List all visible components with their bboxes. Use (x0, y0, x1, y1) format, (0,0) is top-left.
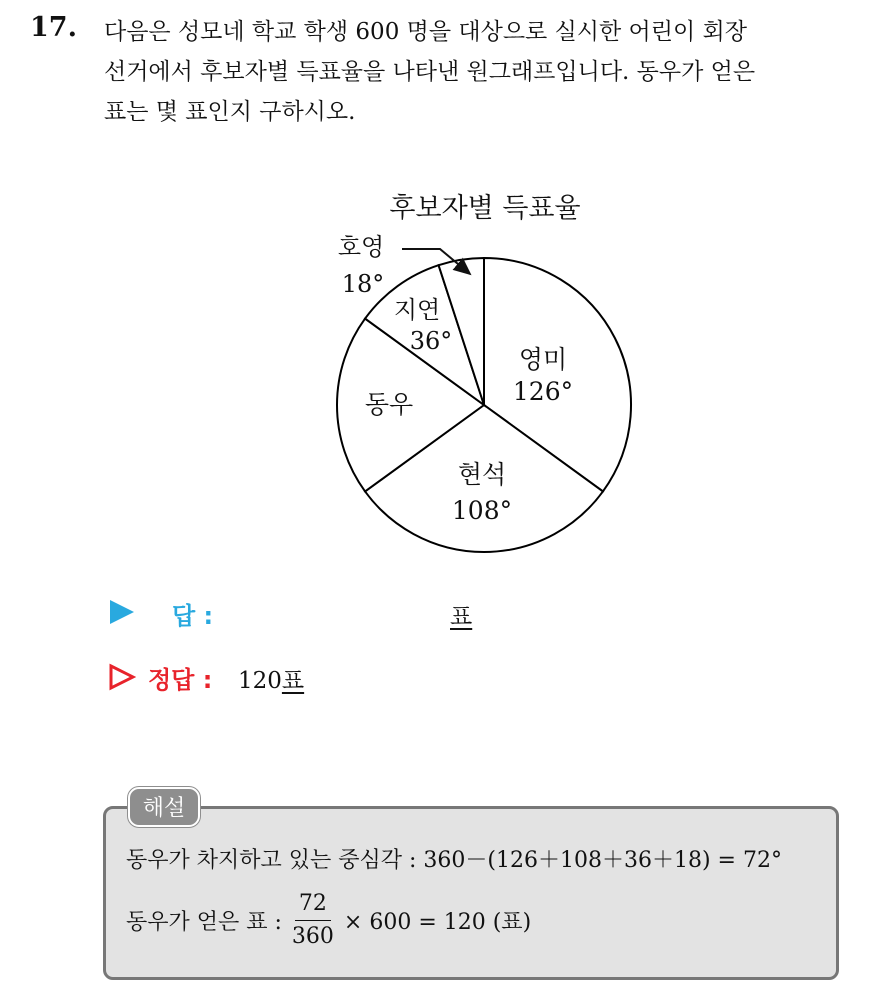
fraction-numerator: 72 (295, 890, 331, 921)
question-line-2: 선거에서 후보자별 득표율을 나타낸 원그래프입니다. 동우가 얻은 (104, 59, 756, 85)
chart-title: 후보자별 득표율 (389, 193, 581, 224)
explanation-line-2 (126, 885, 531, 955)
play-arrow-icon (108, 598, 136, 626)
slice-name-label: 호영 (337, 233, 385, 261)
correct-answer-unit: 표 (281, 668, 305, 694)
explanation-tag: 해설 (128, 787, 200, 827)
explanation-line-1: 동우가 차지하고 있는 중심각 : 360－(126＋108＋36＋18) = 72° (126, 848, 782, 873)
correct-answer-value (238, 662, 304, 695)
slice-value-label: 18° (341, 270, 385, 298)
slice-name-label: 영미 (518, 345, 568, 374)
fraction (288, 890, 338, 951)
slice-name-label: 현석 (457, 460, 507, 489)
slice-value-label: 36° (409, 327, 453, 355)
correct-answer-label: 정답 : (148, 666, 213, 694)
answer-label: 답 : (172, 602, 214, 630)
explanation-line-2-prefix: 동우가 얻은 표 : (126, 909, 282, 935)
explanation-line-2-suffix: × 600 = 120 (표) (343, 909, 532, 935)
question-number: 17. (30, 12, 77, 43)
slice-value-label: 126° (512, 377, 574, 406)
outline-arrow-icon (108, 663, 136, 691)
slice-name-label: 동우 (364, 390, 414, 419)
question-line-1: 다음은 성모네 학교 학생 600 명을 대상으로 실시한 어린이 회장 (104, 19, 747, 45)
question-line-3: 표는 몇 표인지 구하시오. (104, 99, 356, 125)
correct-answer-number: 120 (238, 668, 282, 694)
slice-name-label: 지연 (393, 296, 441, 324)
answer-unit: 표 (450, 604, 473, 630)
fraction-denominator: 360 (291, 923, 334, 949)
slice-value-label: 108° (451, 496, 513, 525)
